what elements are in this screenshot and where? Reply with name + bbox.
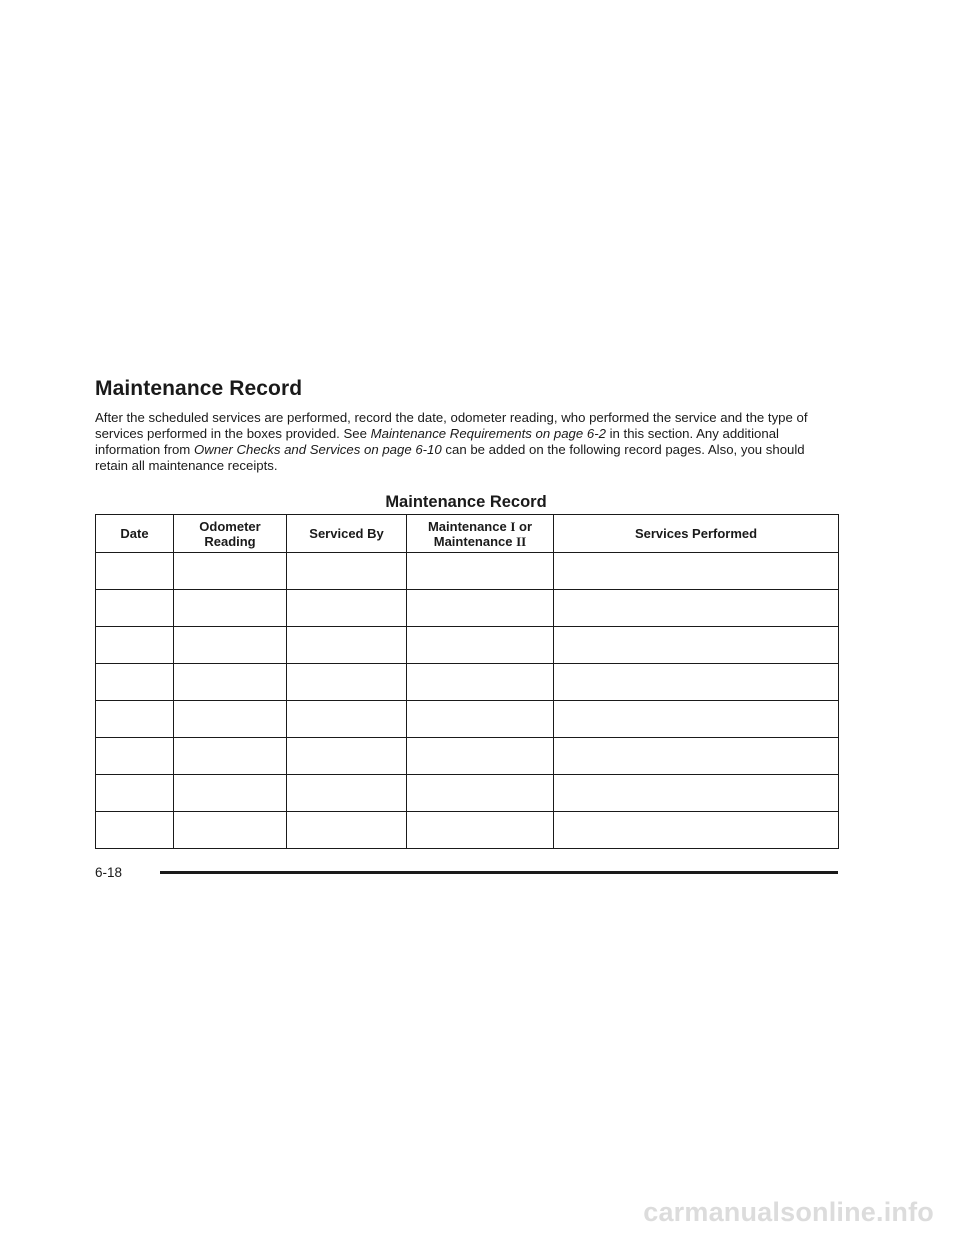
cell-serviced-by bbox=[287, 553, 407, 590]
cell-maintenance-type bbox=[407, 738, 554, 775]
table-title: Maintenance Record bbox=[385, 493, 547, 511]
cell-maintenance-type bbox=[407, 775, 554, 812]
cell-odometer bbox=[174, 738, 287, 775]
cell-odometer bbox=[174, 664, 287, 701]
cell-serviced-by bbox=[287, 738, 407, 775]
cell-serviced-by bbox=[287, 812, 407, 849]
cell-date bbox=[96, 553, 174, 590]
intro-paragraph bbox=[95, 410, 840, 474]
table-row bbox=[96, 553, 839, 590]
header-odometer-reading: Odometer Reading bbox=[174, 515, 287, 553]
intro-text-2: in this section. Any additional information from bbox=[95, 426, 779, 457]
table-row bbox=[96, 664, 839, 701]
cell-maintenance-type bbox=[407, 664, 554, 701]
cell-serviced-by bbox=[287, 775, 407, 812]
cell-services-performed bbox=[554, 590, 839, 627]
cell-serviced-by bbox=[287, 627, 407, 664]
cell-odometer bbox=[174, 627, 287, 664]
cell-maintenance-type bbox=[407, 812, 554, 849]
cell-odometer bbox=[174, 701, 287, 738]
cell-serviced-by bbox=[287, 664, 407, 701]
table-row bbox=[96, 812, 839, 849]
table-row bbox=[96, 738, 839, 775]
header-date: Date bbox=[96, 515, 174, 553]
cell-services-performed bbox=[554, 664, 839, 701]
table-row bbox=[96, 775, 839, 812]
cell-date bbox=[96, 775, 174, 812]
cell-odometer bbox=[174, 812, 287, 849]
cell-maintenance-type bbox=[407, 590, 554, 627]
intro-text-1: After the scheduled services are performed, record the date, odometer reading, who performed the service and the type of services performed in the boxes provided. See bbox=[95, 410, 808, 441]
cell-date bbox=[96, 738, 174, 775]
maintenance-record-table bbox=[95, 514, 839, 849]
cell-maintenance-type bbox=[407, 553, 554, 590]
cell-serviced-by bbox=[287, 701, 407, 738]
footer-rule bbox=[160, 871, 838, 874]
cell-services-performed bbox=[554, 627, 839, 664]
cell-odometer bbox=[174, 590, 287, 627]
reference-maintenance-requirements: Maintenance Requirements on page 6-2 bbox=[370, 426, 606, 441]
header-services-performed: Services Performed bbox=[554, 515, 839, 553]
cell-serviced-by bbox=[287, 590, 407, 627]
cell-services-performed bbox=[554, 738, 839, 775]
cell-maintenance-type bbox=[407, 627, 554, 664]
cell-date bbox=[96, 664, 174, 701]
cell-services-performed bbox=[554, 553, 839, 590]
cell-maintenance-type bbox=[407, 701, 554, 738]
watermark: carmanualsonline.info bbox=[643, 1197, 934, 1227]
table-row bbox=[96, 590, 839, 627]
cell-services-performed bbox=[554, 775, 839, 812]
header-serviced-by: Serviced By bbox=[287, 515, 407, 553]
cell-date bbox=[96, 590, 174, 627]
cell-odometer bbox=[174, 775, 287, 812]
cell-odometer bbox=[174, 553, 287, 590]
table-row bbox=[96, 627, 839, 664]
reference-owner-checks: Owner Checks and Services on page 6-10 bbox=[193, 442, 442, 457]
cell-date bbox=[96, 627, 174, 664]
page-number: 6-18 bbox=[95, 865, 123, 880]
cell-date bbox=[96, 701, 174, 738]
intro-text-3: can be added on the following record pages. Also, you should retain all maintenance receipts. bbox=[95, 442, 805, 473]
section-title: Maintenance Record bbox=[95, 377, 303, 400]
table-row bbox=[96, 701, 839, 738]
header-maintenance-type: Maintenance I or Maintenance II bbox=[407, 515, 554, 553]
cell-date bbox=[96, 812, 174, 849]
cell-services-performed bbox=[554, 701, 839, 738]
cell-services-performed bbox=[554, 812, 839, 849]
table-header-row bbox=[96, 515, 839, 553]
